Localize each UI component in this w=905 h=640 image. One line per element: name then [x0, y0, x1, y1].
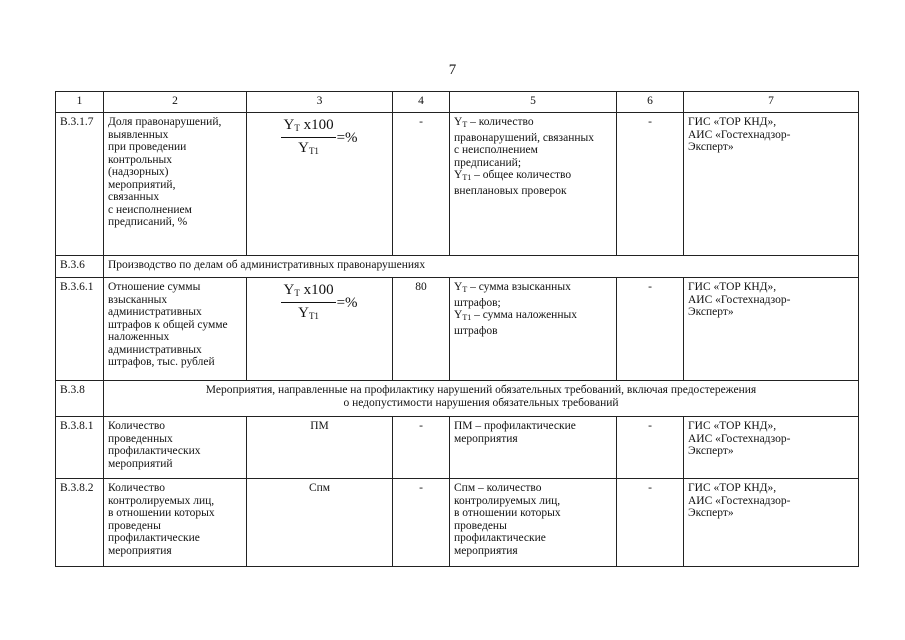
- data-source: ГИС «ТОР КНД», АИС «Гостехнадзор- Эксперт»: [684, 479, 859, 567]
- formula-description: ПМ – профилактические мероприятия: [450, 417, 617, 479]
- column-header: 4: [393, 92, 450, 113]
- column6-value: -: [617, 113, 684, 256]
- formula-cell: ПМ: [247, 417, 393, 479]
- section-row: [56, 381, 859, 417]
- data-source: ГИС «ТОР КНД», АИС «Гостехнадзор- Эксперт»: [684, 278, 859, 381]
- formula: $\frac{Y_T x100}{Y_{T1}}$ =%: [283, 117, 358, 156]
- indicator-name: Доля правонарушений, выявленных при проведении контрольных (надзорных) мероприятий, связанных с неисполнением предписаний, %: [104, 113, 247, 256]
- column-header: 5: [450, 92, 617, 113]
- formula-description: YT – сумма взысканных штрафов; YT1 – сумма наложенных штрафов: [450, 278, 617, 381]
- page-number: 7: [448, 62, 457, 78]
- data-source: ГИС «ТОР КНД», АИС «Гостехнадзор- Эксперт»: [684, 113, 859, 256]
- column6-value: -: [617, 479, 684, 567]
- column-header: 6: [617, 92, 684, 113]
- section-row: [56, 256, 859, 278]
- column6-value: -: [617, 278, 684, 381]
- row-code: В.3.8: [56, 381, 104, 417]
- data-source: ГИС «ТОР КНД», АИС «Гостехнадзор- Эксперт»: [684, 417, 859, 479]
- table-row: [56, 479, 859, 567]
- section-title: Мероприятия, направленные на профилактику нарушений обязательных требований, включая предостережения о недопустимости нарушения обязательных требований: [104, 381, 859, 417]
- table-row: [56, 417, 859, 479]
- column-header: 1: [56, 92, 104, 113]
- table-row: [56, 113, 859, 256]
- target-value: -: [393, 479, 450, 567]
- target-value: -: [393, 417, 450, 479]
- formula: $\frac{Y_T x100}{Y_{T1}}$ =%: [283, 282, 358, 321]
- indicator-name: Количество контролируемых лиц, в отношении которых проведены профилактические мероприятия: [104, 479, 247, 567]
- indicator-name: Количество проведенных профилактических мероприятий: [104, 417, 247, 479]
- indicators-table: [55, 91, 859, 567]
- section-title: Производство по делам об административных правонарушениях: [104, 256, 859, 278]
- row-code: В.3.1.7: [56, 113, 104, 256]
- column6-value: -: [617, 417, 684, 479]
- formula-cell: Спм: [247, 479, 393, 567]
- formula-cell: [247, 113, 393, 256]
- formula-cell: [247, 278, 393, 381]
- column-header: 7: [684, 92, 859, 113]
- row-code: В.3.8.1: [56, 417, 104, 479]
- column-header: 2: [104, 92, 247, 113]
- table-header-row: [56, 92, 859, 113]
- row-code: В.3.8.2: [56, 479, 104, 567]
- formula-description: Спм – количество контролируемых лиц, в отношении которых проведены профилактические мероприятия: [450, 479, 617, 567]
- column-header: 3: [247, 92, 393, 113]
- formula-description: YT – количество правонарушений, связанных с неисполнением предписаний; YT1 – общее количество внеплановых проверок: [450, 113, 617, 256]
- table-row: [56, 278, 859, 381]
- target-value: 80: [393, 278, 450, 381]
- target-value: -: [393, 113, 450, 256]
- row-code: В.3.6: [56, 256, 104, 278]
- row-code: В.3.6.1: [56, 278, 104, 381]
- indicator-name: Отношение суммы взысканных административных штрафов к общей сумме наложенных административных штрафов, тыс. рублей: [104, 278, 247, 381]
